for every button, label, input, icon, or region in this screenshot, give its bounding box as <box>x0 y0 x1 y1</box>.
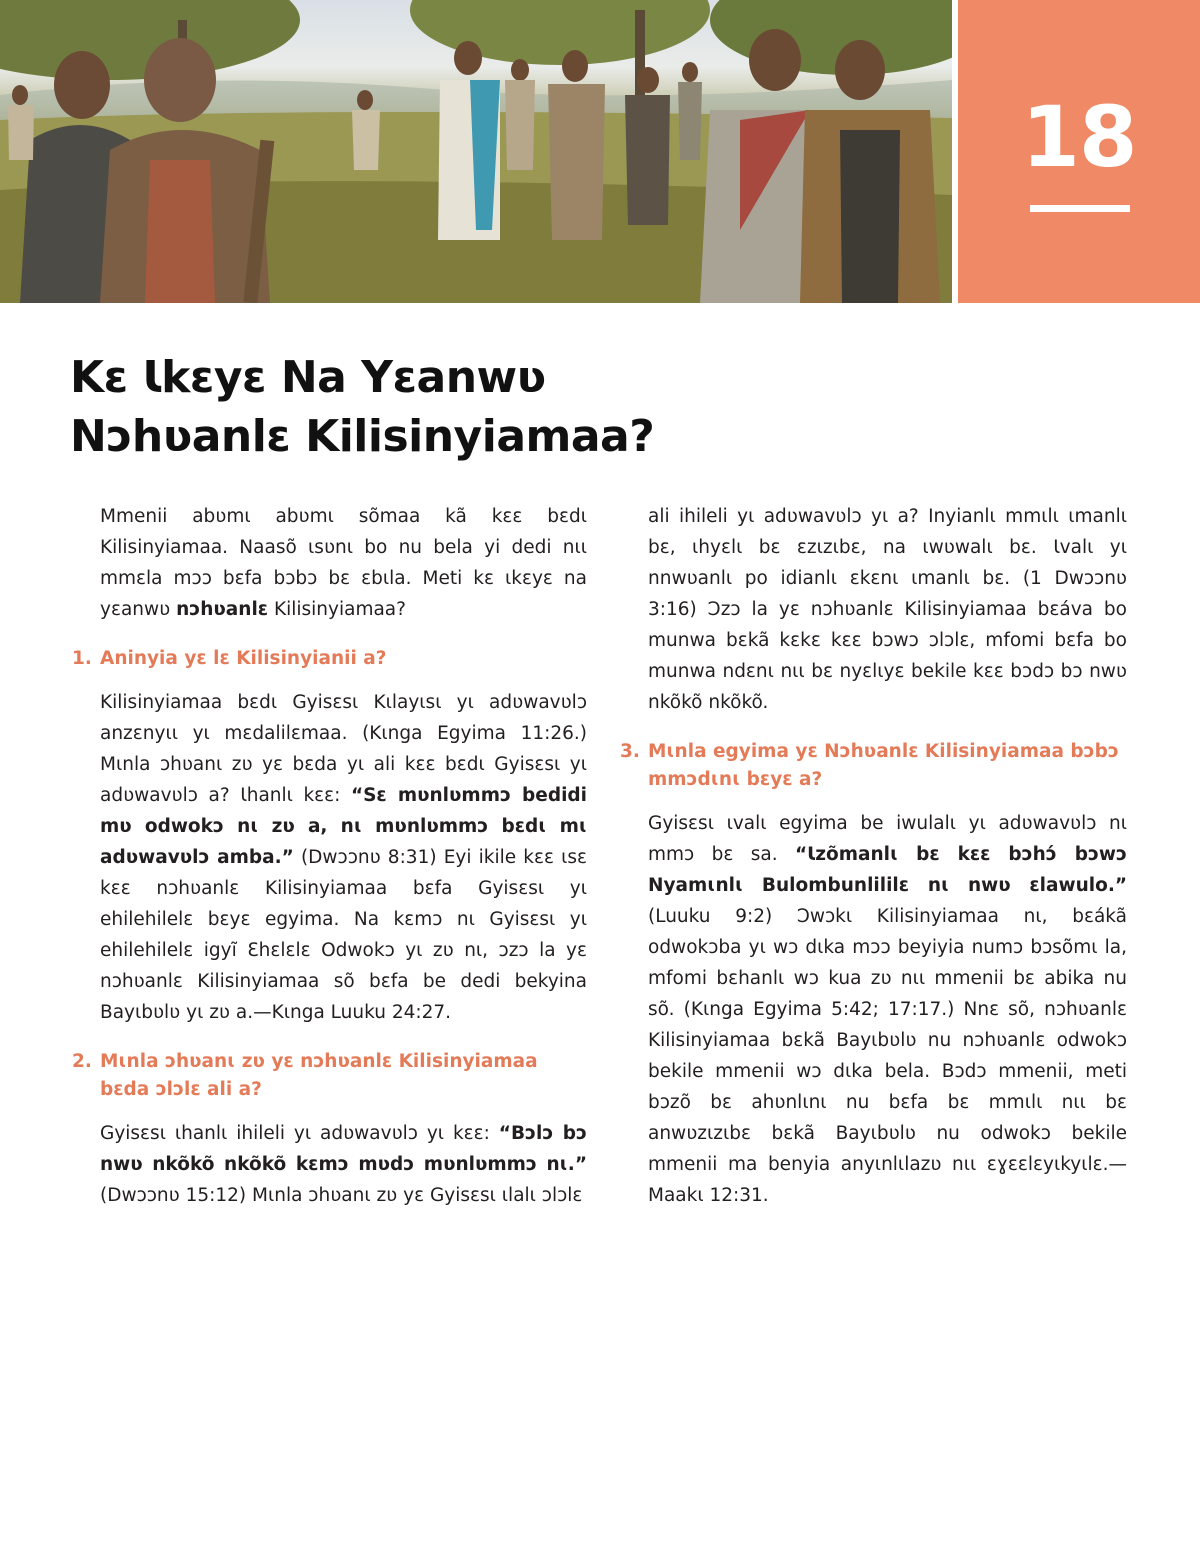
intro-text-2: Kilisinyiamaa? <box>268 599 406 620</box>
question-2-heading <box>72 1048 587 1104</box>
hero-illustration <box>0 0 952 303</box>
question-3-answer <box>620 808 1127 1211</box>
right-column <box>620 501 1127 1231</box>
question-2-text: Mɩnla ɔhʋanɩ zʋ yɛ nɔhʋanlɛ Kilisinyiamaa bɛda ɔlɔlɛ ali a? <box>100 1051 538 1100</box>
answer-1-text-1: Kilisinyiamaa bɛdɩ Gyisɛsɩ Kɩlayɩsɩ yɩ adʋwavʋlɔ anzɛnyɩɩ yɩ mɛdalilɛmaa. (Kɩnga Egyima 11:26.) Mɩnla ɔhʋanɩ zʋ yɛ bɛda yɩ ali kɛɛ bɛdɩ Gyisɛsɩ yɩ adʋwavʋlɔ a? Ɩhanlɩ kɛɛ: <box>100 692 587 806</box>
page-title <box>70 348 970 466</box>
question-3-number: 3. <box>620 741 640 762</box>
lesson-number: 18 <box>1021 88 1137 186</box>
answer-2-text-2: (Dwɔɔnʋ 15:12) Mɩnla ɔhʋanɩ zʋ yɛ Gyisɛsɩ ɩlalɩ ɔlɔlɛ <box>100 1185 583 1206</box>
question-3-heading <box>620 738 1127 794</box>
question-1-heading <box>72 645 587 673</box>
lesson-number-box <box>958 0 1200 303</box>
intro-text-1: Mmenii abʋmɩ abʋmɩ sõmaa kã kɛɛ bɛdɩ Kilisinyiamaa. Naasõ ɩsʋnɩ bo nu bela yi dedi nɩɩ mmɛla mɔɔ bɛfa bɔbɔ bɛ ɛbɩla. Meti kɛ ɩkɛyɛ na yɛanwʋ <box>100 506 587 620</box>
question-2-answer-continued: ali ihileli yɩ adʋwavʋlɔ yɩ a? Inyianlɩ mmɩlɩ ɩmanlɩ bɛ, ɩhyɛlɩ bɛ ɛzɩzɩbɛ, na ɩwʋwalɩ bɛ. Ɩvalɩ yɩ nnwʋanlɩ po idianlɩ ɛkɛnɩ ɩmanlɩ bɛ. (1 Dwɔɔnʋ 3:16) Ɔzɔ la yɛ nɔhʋanlɛ Kilisinyiamaa bɛáva bo munwa bɛkã kɛkɛ kɛɛ bɔwɔ ɔlɔlɛ, mfomi bɛfa bo munwa ndɛnɩ nɩɩ bɛ nyɛlɩyɛ bekile kɛɛ bɔdɔ bɔ nwʋ nkõkõ nkõkõ. <box>648 506 1127 713</box>
answer-3-text-1: Gyisɛsɩ ɩvalɩ egyima be iwulalɩ yɩ adʋwavʋlɔ nɩ mmɔ bɛ sa. <box>648 813 1127 865</box>
page-title-line-1: Kɛ Ɩkɛyɛ Na Yɛanwʋ <box>70 352 546 403</box>
question-1-text: Aninyia yɛ lɛ Kilisinyianii a? <box>100 648 387 669</box>
lesson-number-underline <box>1030 205 1130 212</box>
question-1-answer <box>72 687 587 1028</box>
question-2-number: 2. <box>72 1051 92 1072</box>
answer-1-quote: “Sɛ mʋnlʋmmɔ bedidi mʋ odwokɔ nɩ zʋ a, nɩ mʋnlʋmmɔ bɛdɩ mɩ adʋwavʋlɔ amba.” <box>100 785 588 868</box>
intro-paragraph <box>72 501 587 625</box>
answer-2-text-1: Gyisɛsɩ ɩhanlɩ ihileli yɩ adʋwavʋlɔ yɩ kɛɛ: <box>100 1123 499 1144</box>
question-3-text: Mɩnla egyima yɛ Nɔhʋanlɛ Kilisinyiamaa bɔbɔ mmɔdɩnɩ bɛyɛ a? <box>648 741 1119 790</box>
hero-illustration-art <box>0 0 952 303</box>
intro-bold: nɔhʋanlɛ <box>176 599 269 620</box>
left-column <box>72 501 587 1231</box>
answer-2-quote: “Bɔlɔ bɔ nwʋ nkõkõ nkõkõ kɛmɔ mʋdɔ mʋnlʋmmɔ nɩ.” <box>100 1123 587 1175</box>
question-2-answer <box>72 1118 587 1211</box>
page-title-line-2: Nɔhʋanlɛ Kilisinyiamaa? <box>70 411 655 462</box>
question-1-number: 1. <box>72 648 92 669</box>
answer-3-quote: “Ɩzõmanlɩ bɛ kɛɛ bɔhɔ́ bɔwɔ Nyamɩnlɩ Bulombunlililɛ nɩ nwʋ ɛlawulo.” <box>648 844 1127 896</box>
answer-1-text-2: (Dwɔɔnʋ 8:31) Eyi ikile kɛɛ ɩsɛ kɛɛ nɔhʋanlɛ Kilisinyiamaa bɛfa Gyisɛsɩ yɩ ehilehilelɛ bɛyɛ egyima. Na kɛmɔ nɩ Gyisɛsɩ yɩ ehilehilelɛ igyĩ Ɛhɛlɛlɛ Odwokɔ yɩ zʋ nɩ, ɔzɔ la yɛ nɔhʋanlɛ Kilisinyiamaa sõ bɛfa be dedi bekyina Bayɩbʋlʋ yɩ zʋ a.—Kɩnga Luuku 24:27. <box>100 847 587 1023</box>
answer-3-text-2: (Luuku 9:2) Ɔwɔkɩ Kilisinyiamaa nɩ, bɛákã odwokɔba yɩ wɔ dɩka mɔɔ beyiyia numɔ bɔsõmɩ la, mfomi bɛhanlɩ wɔ kua zʋ nɩɩ mmenii bɛ abika nu sõ. (Kɩnga Egyima 5:42; 17:17.) Nnɛ sõ, nɔhʋanlɛ Kilisinyiamaa bɛkã Bayɩbʋlʋ nu nɔhʋanlɛ odwokɔ bekile mmenii wɔ dɩka bela. Bɔdɔ mmenii, meti bɔzõ bɛ ahʋnlɩnɩ nu bɛfa bɛ mmɩlɩ nɩɩ bɛ anwʋzɩzɩbɛ bɛkã Bayɩbʋlʋ nu odwokɔ bekile mmenii ma benyia anyɩnlɩlazʋ nɩɩ ɛɣɛɛlɛyɩkyɩlɛ.—Maakɩ 12:31. <box>648 906 1127 1206</box>
